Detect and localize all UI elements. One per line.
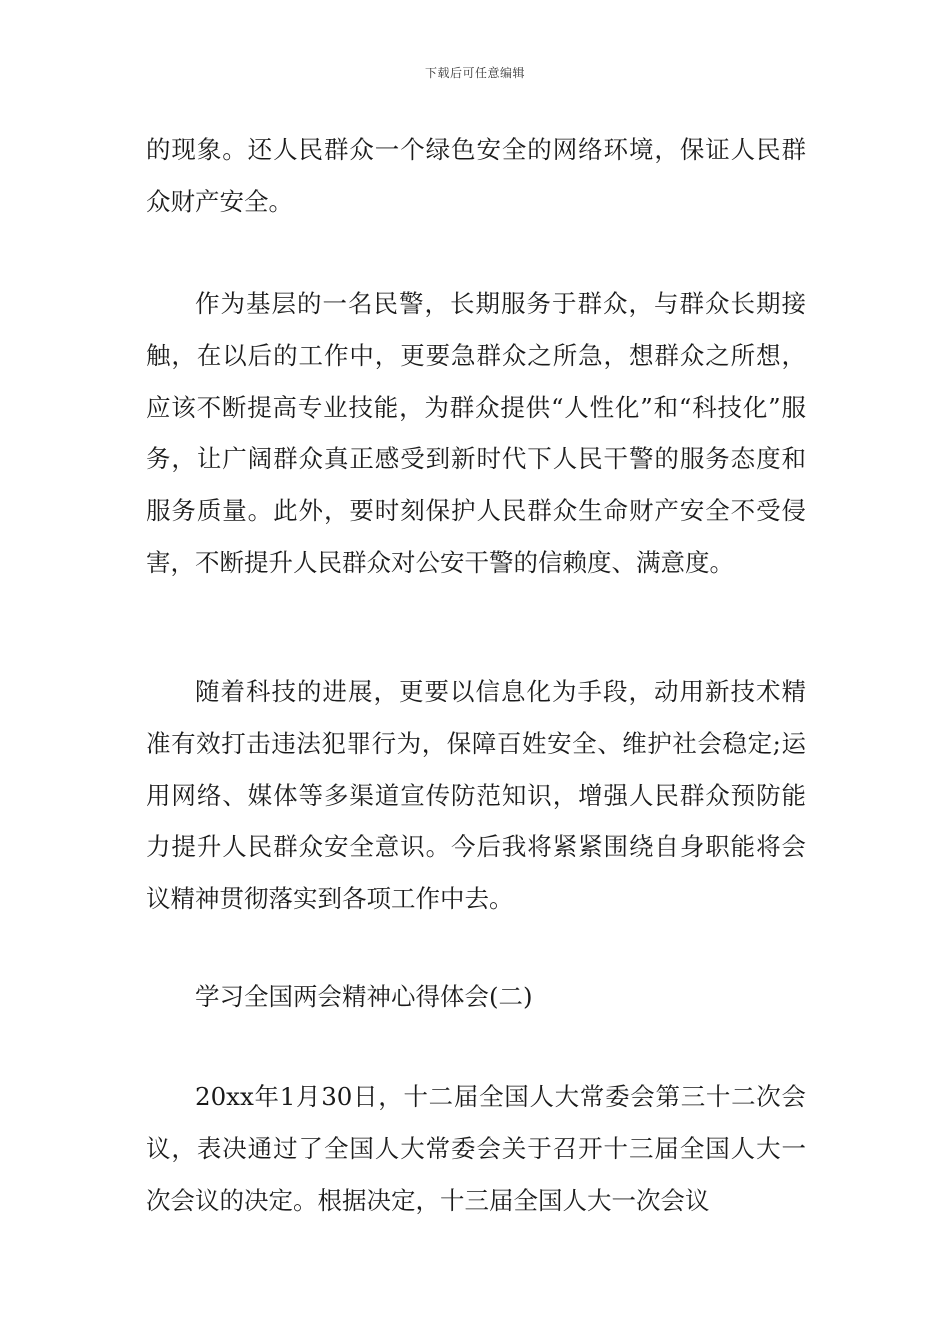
paragraph-technology: 随着科技的进展，更要以信息化为手段，动用新技术精准有效打击违法犯罪行为，保障百姓安全、维护社会稳定;运用网络、媒体等多渠道宣传防范知识，增强人民群众预防能力提升人民群众安全意识。今后我将紧紧围绕自身职能将会议精神贯彻落实到各项工作中去。 [146, 677, 806, 914]
paragraph-congress-decision: 20xx年1月30日，十二届全国人大常委会第三十二次会议，表决通过了全国人大常委会关于召开十三届全国人大一次会议的决定。根据决定，十三届全国人大一次会议 [146, 1082, 806, 1215]
section-heading: 学习全国两会精神心得体会(二) [195, 982, 533, 1011]
paragraph-police-service: 作为基层的一名民警，长期服务于群众，与群众长期接触，在以后的工作中，更要急群众之所急，想群众之所想，应该不断提高专业技能，为群众提供“人性化”和“科技化”服务，让广阔群众真正感受到新时代下人民干警的服务态度和服务质量。此外，要时刻保护人民群众生命财产安全不受侵害，不断提升人民群众对公安干警的信赖度、满意度。 [146, 289, 806, 577]
download-editable-note: 下载后可任意编辑 [424, 66, 525, 80]
paragraph-continuation: 的现象。还人民群众一个绿色安全的网络环境，保证人民群众财产安全。 [146, 135, 806, 216]
